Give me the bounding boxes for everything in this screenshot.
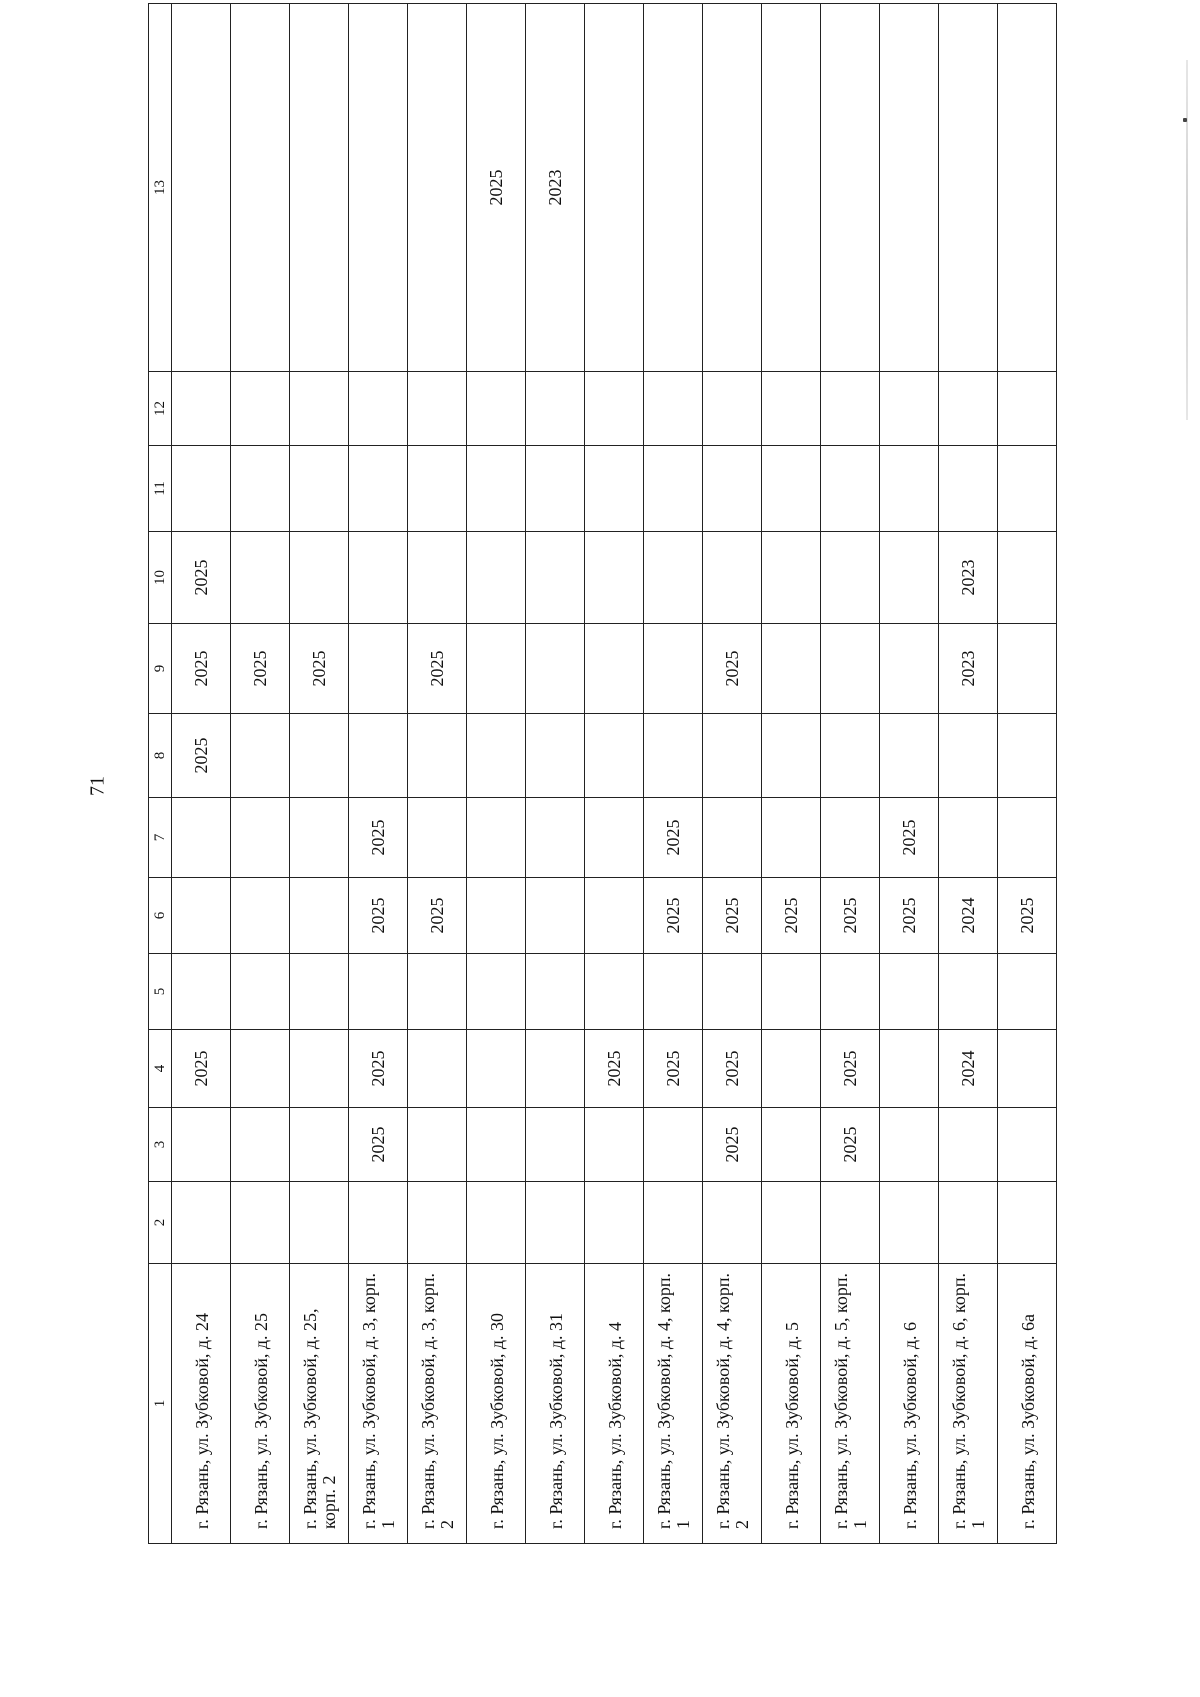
table-row [172, 4, 231, 1544]
rotated-table-container [148, 104, 1048, 1544]
year-cell: 2025 [703, 878, 762, 954]
year-cell [644, 714, 703, 798]
year-cell [172, 1182, 231, 1264]
year-cell [998, 624, 1057, 714]
address-cell: г. Рязань, ул. Зубковой, д. 6 [880, 1264, 939, 1544]
year-cell: 2025 [644, 1030, 703, 1108]
year-cell [821, 798, 880, 878]
col-header: 9 [149, 624, 172, 714]
year-cell [467, 1108, 526, 1182]
year-cell [231, 372, 290, 446]
year-cell [526, 1030, 585, 1108]
year-cell [585, 624, 644, 714]
year-cell [172, 446, 231, 532]
year-cell [880, 714, 939, 798]
year-cell: 2025 [998, 878, 1057, 954]
table-row [408, 4, 467, 1544]
col-header: 10 [149, 532, 172, 624]
year-cell [880, 1108, 939, 1182]
year-cell [349, 624, 408, 714]
address-cell: г. Рязань, ул. Зубковой, д. 25, корп. 2 [290, 1264, 349, 1544]
year-cell [231, 954, 290, 1030]
year-cell [231, 714, 290, 798]
year-cell [467, 624, 526, 714]
year-cell [880, 954, 939, 1030]
year-cell [998, 714, 1057, 798]
year-cell [703, 532, 762, 624]
year-cell [467, 1182, 526, 1264]
year-cell [231, 532, 290, 624]
year-cell [762, 446, 821, 532]
year-cell [762, 1030, 821, 1108]
year-cell [231, 798, 290, 878]
col-header: 4 [149, 1030, 172, 1108]
year-cell: 2024 [939, 878, 998, 954]
year-cell [880, 372, 939, 446]
year-cell [467, 798, 526, 878]
address-cell: г. Рязань, ул. Зубковой, д. 24 [172, 1264, 231, 1544]
year-cell: 2025 [349, 1030, 408, 1108]
year-cell [290, 798, 349, 878]
year-cell [585, 532, 644, 624]
year-cell: 2025 [821, 878, 880, 954]
year-cell [998, 1182, 1057, 1264]
year-cell [998, 532, 1057, 624]
year-cell [821, 714, 880, 798]
year-cell: 2025 [703, 624, 762, 714]
year-cell: 2025 [349, 798, 408, 878]
year-cell [703, 372, 762, 446]
year-cell [998, 798, 1057, 878]
year-cell [290, 878, 349, 954]
year-cell [939, 798, 998, 878]
year-cell [703, 1182, 762, 1264]
year-cell [880, 624, 939, 714]
year-cell [703, 714, 762, 798]
year-cell [585, 1108, 644, 1182]
year-cell: 2025 [408, 878, 467, 954]
year-cell [526, 532, 585, 624]
col-header: 12 [149, 372, 172, 446]
year-cell: 2025 [408, 624, 467, 714]
year-cell [408, 372, 467, 446]
year-cell [408, 714, 467, 798]
year-cell [644, 446, 703, 532]
year-cell [939, 4, 998, 372]
year-cell: 2025 [703, 1030, 762, 1108]
year-cell [290, 532, 349, 624]
year-cell [939, 1108, 998, 1182]
year-cell [526, 1182, 585, 1264]
table-row [467, 4, 526, 1544]
year-cell [585, 954, 644, 1030]
year-cell [290, 714, 349, 798]
year-cell: 2025 [644, 878, 703, 954]
year-cell [585, 372, 644, 446]
year-cell [703, 954, 762, 1030]
year-cell: 2025 [762, 878, 821, 954]
table-row [762, 4, 821, 1544]
year-cell [644, 624, 703, 714]
year-cell [762, 798, 821, 878]
year-cell [231, 1030, 290, 1108]
year-cell [585, 878, 644, 954]
address-cell: г. Рязань, ул. Зубковой, д. 5 [762, 1264, 821, 1544]
year-cell: 2025 [349, 878, 408, 954]
year-cell [408, 532, 467, 624]
col-header: 3 [149, 1108, 172, 1182]
year-cell [290, 4, 349, 372]
year-cell [762, 4, 821, 372]
year-cell [821, 1182, 880, 1264]
year-cell [880, 446, 939, 532]
table-body [172, 4, 1057, 1544]
year-cell [172, 798, 231, 878]
col-header: 2 [149, 1182, 172, 1264]
year-cell [408, 1108, 467, 1182]
year-cell [644, 372, 703, 446]
address-cell: г. Рязань, ул. Зубковой, д. 25 [231, 1264, 290, 1544]
year-cell [998, 1108, 1057, 1182]
year-cell [585, 446, 644, 532]
year-cell [762, 954, 821, 1030]
col-header: 1 [149, 1264, 172, 1544]
year-cell: 2025 [349, 1108, 408, 1182]
year-cell [290, 372, 349, 446]
table-row [821, 4, 880, 1544]
year-cell: 2025 [644, 798, 703, 878]
year-cell [290, 954, 349, 1030]
year-cell [644, 1108, 703, 1182]
year-cell: 2025 [172, 1030, 231, 1108]
year-cell [467, 372, 526, 446]
year-cell [703, 798, 762, 878]
year-cell [998, 1030, 1057, 1108]
year-cell: 2025 [467, 4, 526, 372]
year-cell [998, 954, 1057, 1030]
year-cell [998, 4, 1057, 372]
address-cell: г. Рязань, ул. Зубковой, д. 4 [585, 1264, 644, 1544]
year-cell [349, 372, 408, 446]
address-cell: г. Рязань, ул. Зубковой, д. 4, корп. 1 [644, 1264, 703, 1544]
year-cell [231, 446, 290, 532]
year-cell [290, 446, 349, 532]
year-cell [467, 714, 526, 798]
year-cell [821, 446, 880, 532]
year-cell [939, 1182, 998, 1264]
year-cell: 2025 [585, 1030, 644, 1108]
year-cell [290, 1182, 349, 1264]
year-cell [880, 532, 939, 624]
year-cell [998, 372, 1057, 446]
scan-artifact-dot [1183, 118, 1187, 122]
year-cell [585, 798, 644, 878]
year-cell [585, 1182, 644, 1264]
year-cell [231, 4, 290, 372]
col-header: 7 [149, 798, 172, 878]
year-cell [467, 446, 526, 532]
year-cell [644, 954, 703, 1030]
year-cell [762, 1182, 821, 1264]
year-cell [526, 798, 585, 878]
year-cell [644, 532, 703, 624]
year-cell [231, 1182, 290, 1264]
address-cell: г. Рязань, ул. Зубковой, д. 3, корп. 1 [349, 1264, 408, 1544]
address-cell: г. Рязань, ул. Зубковой, д. 3, корп. 2 [408, 1264, 467, 1544]
year-cell [172, 954, 231, 1030]
year-cell [408, 1030, 467, 1108]
year-cell [821, 624, 880, 714]
year-cell [526, 878, 585, 954]
table-row [349, 4, 408, 1544]
scan-artifact [1186, 60, 1188, 420]
year-cell [880, 4, 939, 372]
year-cell: 2025 [290, 624, 349, 714]
year-cell [526, 954, 585, 1030]
year-cell [880, 1030, 939, 1108]
year-cell [939, 714, 998, 798]
year-cell [821, 4, 880, 372]
year-cell [467, 532, 526, 624]
address-cell: г. Рязань, ул. Зубковой, д. 5, корп. 1 [821, 1264, 880, 1544]
schedule-table [148, 3, 1057, 1544]
year-cell [526, 714, 585, 798]
year-cell [703, 4, 762, 372]
year-cell: 2023 [939, 532, 998, 624]
year-cell [880, 1182, 939, 1264]
year-cell [526, 624, 585, 714]
year-cell [349, 954, 408, 1030]
table-row [526, 4, 585, 1544]
year-cell: 2025 [880, 798, 939, 878]
year-cell [585, 714, 644, 798]
year-cell [585, 4, 644, 372]
year-cell [821, 532, 880, 624]
year-cell [349, 714, 408, 798]
table-row [290, 4, 349, 1544]
col-header: 11 [149, 446, 172, 532]
year-cell [349, 532, 408, 624]
year-cell [231, 1108, 290, 1182]
year-cell [821, 954, 880, 1030]
address-cell: г. Рязань, ул. Зубковой, д. 6а [998, 1264, 1057, 1544]
year-cell [526, 1108, 585, 1182]
address-cell: г. Рязань, ул. Зубковой, д. 30 [467, 1264, 526, 1544]
address-cell: г. Рязань, ул. Зубковой, д. 31 [526, 1264, 585, 1544]
year-cell: 2025 [703, 1108, 762, 1182]
year-cell [408, 4, 467, 372]
table-row [585, 4, 644, 1544]
year-cell [644, 1182, 703, 1264]
year-cell: 2023 [939, 624, 998, 714]
col-header: 8 [149, 714, 172, 798]
year-cell [290, 1108, 349, 1182]
year-cell [821, 372, 880, 446]
year-cell [408, 1182, 467, 1264]
table-row [703, 4, 762, 1544]
year-cell [408, 954, 467, 1030]
year-cell [408, 798, 467, 878]
year-cell [467, 954, 526, 1030]
col-header: 6 [149, 878, 172, 954]
page-number: 71 [86, 776, 109, 796]
year-cell: 2025 [172, 624, 231, 714]
year-cell [762, 624, 821, 714]
table-row [880, 4, 939, 1544]
table-row [939, 4, 998, 1544]
year-cell [231, 878, 290, 954]
year-cell [349, 446, 408, 532]
year-cell [762, 1108, 821, 1182]
table-row [998, 4, 1057, 1544]
year-cell [408, 446, 467, 532]
year-cell [349, 4, 408, 372]
year-cell [939, 372, 998, 446]
year-cell [172, 1108, 231, 1182]
year-cell [644, 4, 703, 372]
col-header: 13 [149, 4, 172, 372]
year-cell: 2025 [231, 624, 290, 714]
header-row [149, 4, 172, 1544]
address-cell: г. Рязань, ул. Зубковой, д. 6, корп. 1 [939, 1264, 998, 1544]
year-cell: 2025 [172, 714, 231, 798]
table-row [231, 4, 290, 1544]
table-row [644, 4, 703, 1544]
year-cell [290, 1030, 349, 1108]
year-cell [762, 532, 821, 624]
year-cell [526, 446, 585, 532]
year-cell [939, 446, 998, 532]
year-cell: 2025 [172, 532, 231, 624]
year-cell: 2025 [821, 1108, 880, 1182]
year-cell [172, 372, 231, 446]
year-cell: 2024 [939, 1030, 998, 1108]
year-cell [703, 446, 762, 532]
year-cell [172, 878, 231, 954]
year-cell [172, 4, 231, 372]
year-cell [467, 878, 526, 954]
col-header: 5 [149, 954, 172, 1030]
year-cell [526, 372, 585, 446]
year-cell [762, 714, 821, 798]
year-cell: 2023 [526, 4, 585, 372]
year-cell: 2025 [880, 878, 939, 954]
year-cell [762, 372, 821, 446]
year-cell [349, 1182, 408, 1264]
address-cell: г. Рязань, ул. Зубковой, д. 4, корп. 2 [703, 1264, 762, 1544]
year-cell [939, 954, 998, 1030]
year-cell: 2025 [821, 1030, 880, 1108]
year-cell [467, 1030, 526, 1108]
year-cell [998, 446, 1057, 532]
